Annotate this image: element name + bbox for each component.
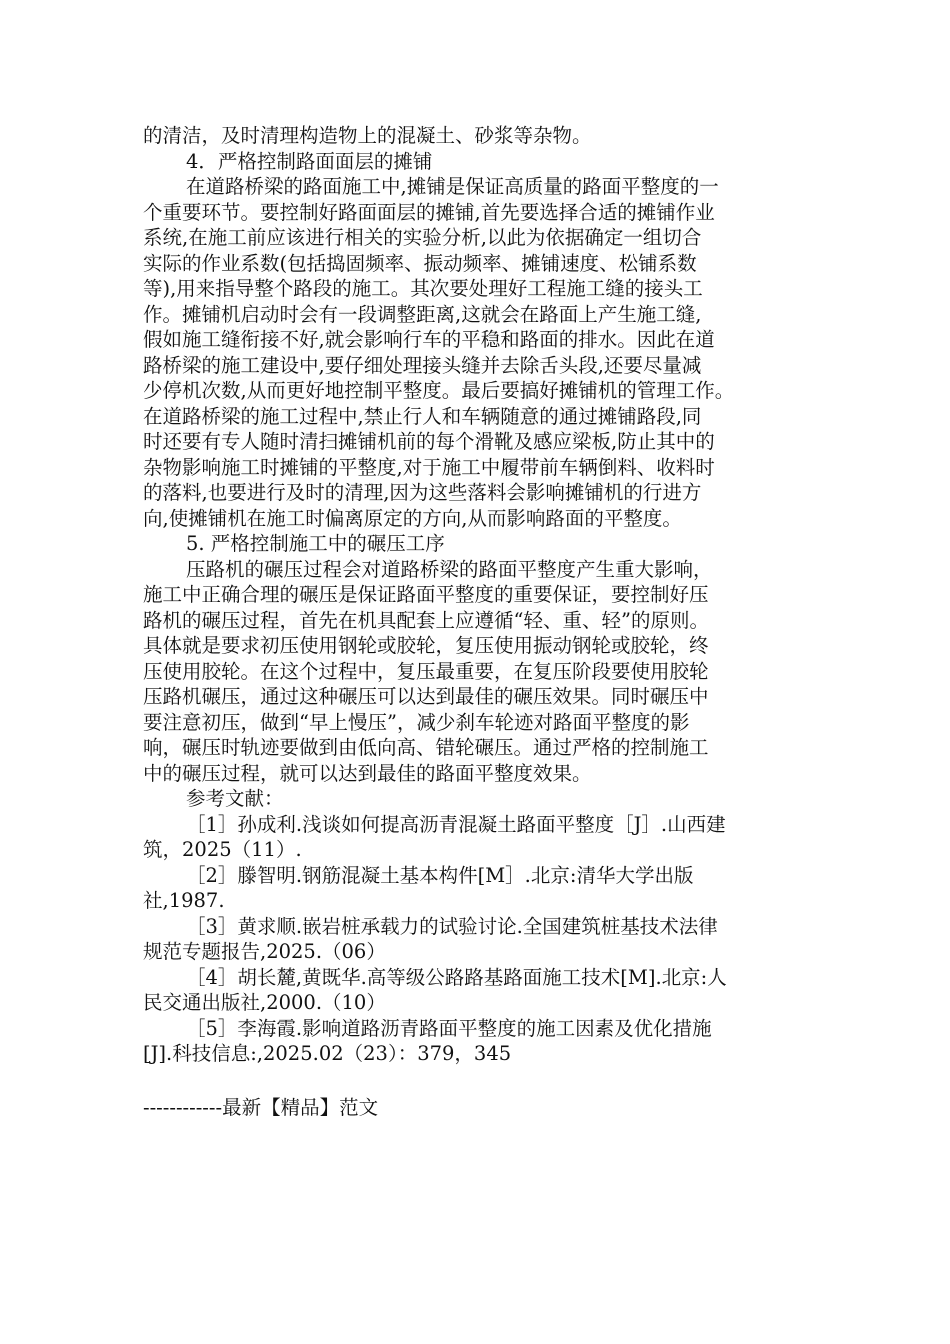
text-line: 压路机碾压，通过这种碾压可以达到最佳的碾压效果。同时碾压中 <box>143 685 709 708</box>
text-line: ［1］孙成利.浅谈如何提高沥青混凝土路面平整度［J］.山西建 <box>186 812 726 836</box>
text-line: 社,1987. <box>143 889 225 912</box>
text-line: 在道路桥梁的施工过程中,禁止行人和车辆随意的通过摊铺路段,同 <box>143 404 702 428</box>
text-line: ［2］滕智明.钢筋混凝土基本构件[M］.北京:清华大学出版 <box>186 863 694 887</box>
text-line: 筑，2025（11）. <box>143 838 302 861</box>
text-line: 时还要有专人随时清扫摊铺机前的每个滑靴及感应梁板,防止其中的 <box>143 430 715 453</box>
text-line: 的落料,也要进行及时的清理,因为这些落料会影响摊铺机的行进方 <box>143 481 702 504</box>
text-line: 规范专题报告,2025.（06） <box>143 940 386 963</box>
text-line: 要注意初压，做到“早上慢压”，减少刹车轮迹对路面平整度的影 <box>143 710 690 734</box>
text-line: 假如施工缝衔接不好,就会影响行车的平稳和路面的排水。因此在道 <box>143 328 715 351</box>
text-line: ［5］李海霞.影响道路沥青路面平整度的施工因素及优化措施 <box>186 1016 712 1040</box>
text-line: 等),用来指导整个路段的施工。其次要处理好工程施工缝的接头工 <box>143 277 703 300</box>
text-line: 压使用胶轮。在这个过程中，复压最重要，在复压阶段要使用胶轮 <box>143 659 709 683</box>
document-body <box>143 123 823 1067</box>
text-line: 具体就是要求初压使用钢轮或胶轮，复压使用振动钢轮或胶轮，终 <box>143 634 709 657</box>
text-line: 作。摊铺机启动时会有一段调整距离,这就会在路面上产生施工缝, <box>143 302 702 326</box>
text-line: 5. 严格控制施工中的碾压工序 <box>186 532 445 555</box>
text-line: 民交通出版社,2000.（10） <box>143 991 386 1014</box>
text-line: 少停机次数,从而更好地控制平整度。最后要搞好摊铺机的管理工作。 <box>143 379 735 402</box>
text-line: ［3］黄求顺.嵌岩桩承载力的试验讨论.全国建筑桩基技术法律 <box>186 914 718 938</box>
text-line: [J].科技信息:,2025.02（23）：379，345 <box>143 1042 512 1065</box>
text-line: ［4］胡长麓,黄既华.高等级公路路基路面施工技术[M].北京:人 <box>186 965 727 989</box>
text-line: 路桥梁的施工建设中,要仔细处理接头缝并去除舌头段,还要尽量减 <box>143 353 702 377</box>
footer-text: ------------最新【精品】范文 <box>143 1096 379 1119</box>
text-line: 的清洁，及时清理构造物上的混凝土、砂浆等杂物。 <box>143 124 592 147</box>
text-line: 参考文献： <box>186 787 284 810</box>
text-line: 压路机的碾压过程会对道路桥梁的路面平整度产生重大影响， <box>186 557 713 581</box>
text-line: 中的碾压过程，就可以达到最佳的路面平整度效果。 <box>143 761 592 785</box>
text-line: 杂物影响施工时摊铺的平整度,对于施工中履带前车辆倒料、收料时 <box>143 455 715 479</box>
text-line: 在道路桥梁的路面施工中,摊铺是保证高质量的路面平整度的一 <box>186 175 719 198</box>
text-line: 系统,在施工前应该进行相关的实验分析,以此为依据确定一组切合 <box>143 226 702 249</box>
text-line: 响，碾压时轨迹要做到由低向高、错轮碾压。通过严格的控制施工 <box>143 736 709 759</box>
text-line: 个重要环节。要控制好路面面层的摊铺,首先要选择合适的摊铺作业 <box>143 200 715 224</box>
text-line: 向,使摊铺机在施工时偏离原定的方向,从而影响路面的平整度。 <box>143 506 682 530</box>
text-line: 施工中正确合理的碾压是保证路面平整度的重要保证，要控制好压 <box>143 583 709 606</box>
text-line: 路机的碾压过程，首先在机具配套上应遵循“轻、重、轻”的原则。 <box>143 608 709 632</box>
text-line: 实际的作业系数(包括捣固频率、振动频率、摊铺速度、松铺系数 <box>143 251 697 275</box>
text-line: 4．严格控制路面面层的摊铺 <box>186 149 433 173</box>
